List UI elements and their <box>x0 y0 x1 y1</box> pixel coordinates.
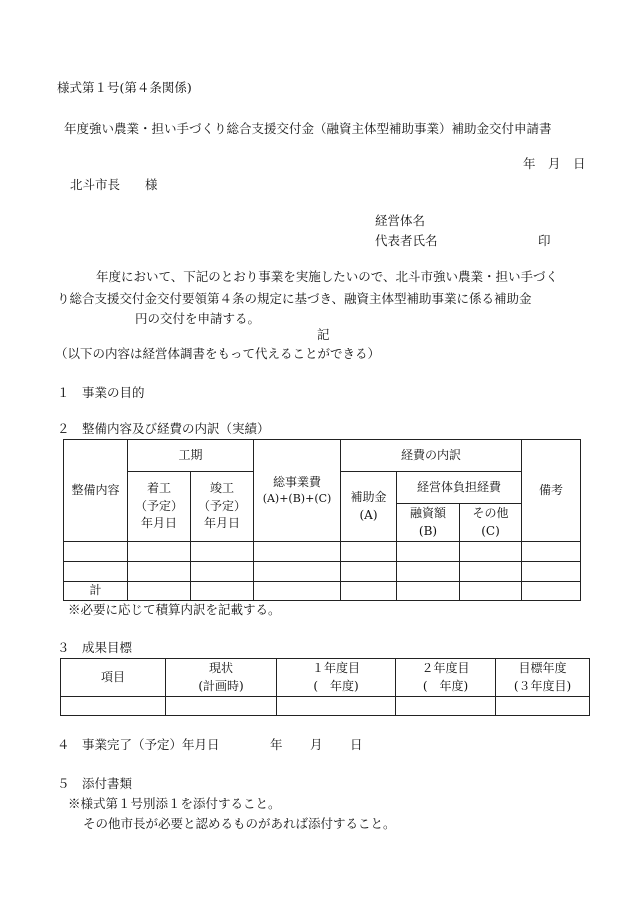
section-2-heading: ２ 整備内容及び経費の内訳（実績） <box>57 421 270 436</box>
section-5-heading: ５ 添付書類 <box>57 776 133 791</box>
section-3-heading: ３ 成果目標 <box>57 640 133 655</box>
header-year-2: ２年度目 ( 年度) <box>396 659 496 697</box>
header-subsidy: 補助金 (A) <box>341 472 397 542</box>
org-name-label: 経営体名 <box>375 213 426 228</box>
header-total-cost: 総事業費 (A)+(B)+(C) <box>254 440 341 542</box>
body-line-1: 年度において、下記のとおり事業を実施したいので、北斗市強い農業・担い手づく <box>96 269 559 284</box>
completion-year: 年 <box>270 737 283 752</box>
header-current: 現状 (計画時) <box>166 659 277 697</box>
header-item: 整備内容 <box>64 440 128 542</box>
completion-day: 日 <box>350 737 363 752</box>
header-period: 工期 <box>128 440 254 472</box>
total-label: 計 <box>64 582 128 601</box>
outcome-target-table <box>60 658 590 716</box>
representative-label: 代表者氏名 <box>375 233 438 248</box>
header-breakdown: 経費の内訳 <box>341 440 522 472</box>
table-2-note: ※必要に応じて積算内訳を記載する。 <box>68 602 281 617</box>
ki-mark: 記 <box>317 327 330 342</box>
header-loan: 融資額 (B) <box>397 504 460 542</box>
form-number: 様式第１号(第４条関係) <box>57 80 192 95</box>
header-end-date: 竣工 （予定） 年月日 <box>191 472 254 542</box>
header-target-year: 目標年度 (３年度目) <box>496 659 590 697</box>
body-line-2: り総合支援交付金交付要領第４条の規定に基づき、融資主体型補助事業に係る補助金 <box>57 291 532 306</box>
section-4-heading: ４ 事業完了（予定）年月日 <box>57 737 220 752</box>
header-year-1: １年度目 ( 年度) <box>277 659 396 697</box>
cost-breakdown-table <box>63 439 581 601</box>
seal-mark: 印 <box>538 233 551 248</box>
header-burden: 経営体負担経費 <box>397 472 522 504</box>
table-row <box>64 562 581 582</box>
addressee: 北斗市長 様 <box>70 177 158 192</box>
date-line: 年 月 日 <box>523 156 586 171</box>
table-row <box>61 697 590 716</box>
form-title: 年度強い農業・担い手づくり総合支援交付金（融資主体型補助事業）補助金交付申請書 <box>64 121 552 136</box>
table-row <box>64 542 581 562</box>
header-target-item: 項目 <box>61 659 166 697</box>
completion-month: 月 <box>310 737 323 752</box>
section-1-heading: １ 事業の目的 <box>57 385 145 400</box>
note-paren: （以下の内容は経営体調書をもって代えることができる） <box>55 346 381 361</box>
header-other: その他 (C) <box>460 504 522 542</box>
attachment-line-1: ※様式第１号別添１を添付すること。 <box>68 796 281 811</box>
header-start-date: 着工 （予定） 年月日 <box>128 472 191 542</box>
body-line-3: 円の交付を申請する。 <box>135 311 261 326</box>
attachment-line-2: その他市長が必要と認めるものがあれば添付すること。 <box>83 816 396 831</box>
total-row <box>64 582 581 601</box>
header-remarks: 備考 <box>522 440 581 542</box>
